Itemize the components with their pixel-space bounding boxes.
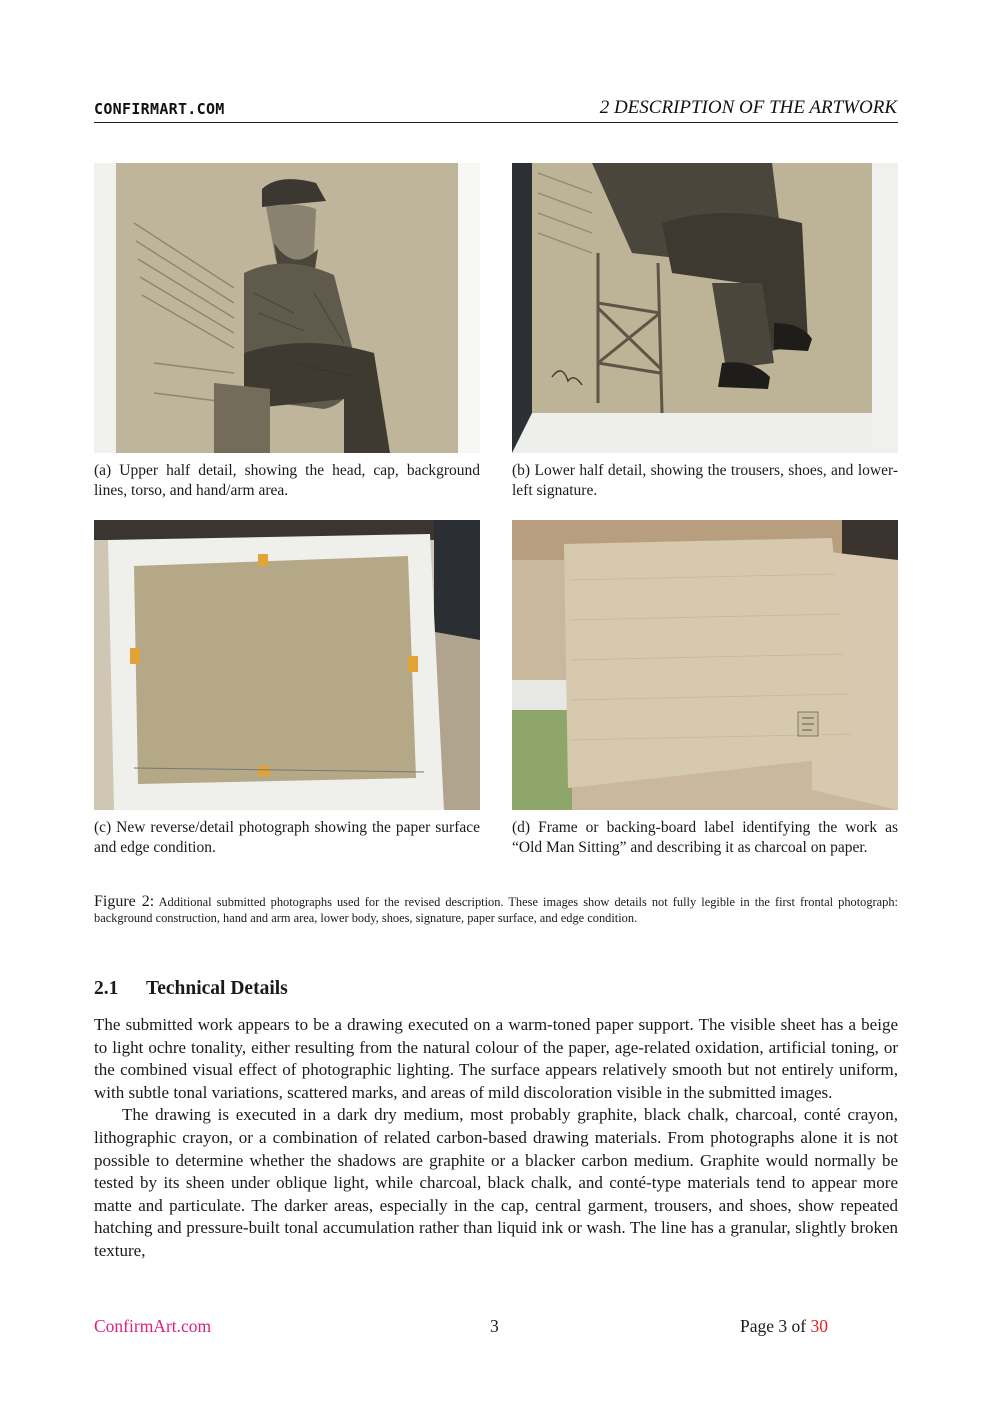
footer-page-total[interactable]: 30 bbox=[810, 1316, 828, 1336]
section-heading bbox=[94, 978, 288, 1000]
figure-d-caption: (d) Frame or backing-board label identifying the work as “Old Man Sitting” and describing it as charcoal on paper. bbox=[512, 819, 898, 856]
figure-a-image bbox=[94, 163, 480, 453]
footer-page-count bbox=[740, 1316, 828, 1337]
figure-b-image bbox=[512, 163, 898, 453]
figure-caption-label: Figure 2: bbox=[94, 893, 155, 910]
figure-c-image bbox=[94, 520, 480, 810]
header-rule bbox=[94, 122, 898, 123]
footer-site-link[interactable]: ConfirmArt.com bbox=[94, 1316, 212, 1336]
figure-d-image bbox=[512, 520, 898, 810]
section-title: Technical Details bbox=[146, 978, 288, 999]
paragraph: The drawing is executed in a dark dry medium, most probably graphite, black chalk, charcoal, conté crayon, lithographic crayon, or a combination of related carbon-based drawing materials. From photographs alone it is not possible to determine whether the shadows are graphite or a blacker carbon medium. Graphite would normally be tested by its sheen under oblique light, while charcoal, black chalk, and conté-type materials tend to appear more matte and particulate. The darker areas, especially in the cap, central garment, trousers, and shoes, show repeated hatching and pressure-built tonal accumulation rather than liquid ink or wash. The line has a granular, slightly broken texture, bbox=[94, 1105, 898, 1260]
figure-c-caption: (c) New reverse/detail photograph showing the paper surface and edge condition. bbox=[94, 819, 480, 856]
figure-a-photo bbox=[94, 163, 480, 453]
paragraph: The submitted work appears to be a drawing executed on a warm-toned paper support. The visible sheet has a beige to light ochre tonality, either resulting from the natural colour of the paper, age-related oxidation, artificial toning, or the combined visual effect of photographic lighting. The surface appears relatively smooth but not entirely uniform, with subtle tonal variations, scattered marks, and areas of mild discoloration visible in the submitted images. bbox=[94, 1015, 898, 1102]
section-number: 2.1 bbox=[94, 978, 119, 999]
header-section-title: 2 DESCRIPTION OF THE ARTWORK bbox=[599, 97, 897, 118]
figure-caption bbox=[94, 894, 898, 926]
figure-caption-text: Additional submitted photographs used for the revised description. These images show details not fully legible in the first frontal photograph: background construction, hand and arm area, lower body, shoes, signature, paper surface, and edge condition. bbox=[94, 895, 898, 925]
figure-a-caption: (a) Upper half detail, showing the head, cap, background lines, torso, and hand/arm area. bbox=[94, 462, 480, 499]
footer-page-number: 3 bbox=[490, 1316, 499, 1336]
figure-b-caption: (b) Lower half detail, showing the trousers, shoes, and lower-left signature. bbox=[512, 462, 898, 499]
header-logo: CONFIRMART.COM bbox=[94, 100, 225, 118]
body-text bbox=[94, 1014, 898, 1263]
footer-page-prefix: Page 3 of bbox=[740, 1316, 811, 1336]
figure-d-photo bbox=[512, 520, 898, 810]
figure-c-photo bbox=[94, 520, 480, 810]
figure-b-photo bbox=[512, 163, 898, 453]
